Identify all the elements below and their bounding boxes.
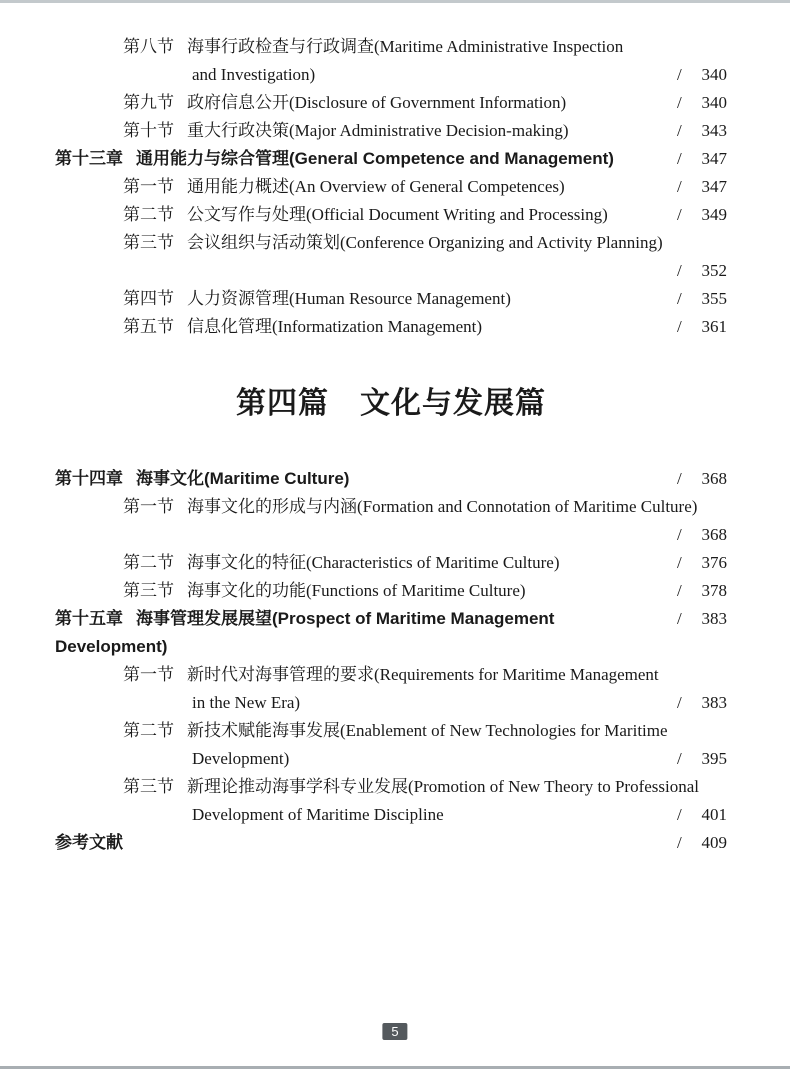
page-ref-slash: / (677, 289, 682, 308)
page-ref-number: 347 (701, 149, 727, 168)
page-number-badge: 5 (382, 1023, 407, 1040)
page-ref-slash: / (677, 833, 682, 852)
entry-number: 第二节 (123, 553, 174, 572)
page-ref (677, 465, 727, 493)
page-ref-number: 347 (701, 177, 727, 196)
entry-number: 第九节 (123, 93, 174, 112)
entry-text (123, 173, 669, 201)
page-ref-slash: / (677, 525, 682, 544)
entry-number: 第十四章 (55, 469, 123, 488)
toc-entry (55, 229, 727, 257)
entry-number: 第二节 (123, 205, 174, 224)
toc-entry (55, 285, 727, 313)
entry-number: 参考文献 (55, 833, 123, 852)
toc-entry (55, 465, 727, 493)
toc-entry (55, 493, 727, 521)
page-ref (677, 61, 727, 89)
page-ref (677, 173, 727, 201)
toc-entry-continuation (55, 257, 727, 285)
entry-number: 第一节 (123, 497, 174, 516)
entry-text (123, 773, 727, 801)
page-ref (677, 549, 727, 577)
page-ref (677, 285, 727, 313)
toc-entry (55, 577, 727, 605)
page-ref-slash: / (677, 177, 682, 196)
entry-title: 海事文化(Maritime Culture) (136, 469, 350, 488)
table-of-contents (0, 3, 790, 857)
entry-title: 政府信息公开(Disclosure of Government Information) (187, 93, 567, 112)
page-ref-slash: / (677, 317, 682, 336)
entry-number: 第一节 (123, 665, 174, 684)
toc-entry (55, 313, 727, 341)
page-ref-number: 401 (701, 805, 727, 824)
toc-entry (55, 89, 727, 117)
entry-text (123, 117, 669, 145)
entry-text (123, 549, 669, 577)
toc-entry-continuation (55, 61, 727, 89)
entry-title: 新技术赋能海事发展(Enablement of New Technologies for Maritime (187, 721, 668, 740)
entry-text (123, 577, 669, 605)
entry-number: 第一节 (123, 177, 174, 196)
entry-title: 海事行政检查与行政调查(Maritime Administrative Inspection (187, 37, 624, 56)
entry-title: 新时代对海事管理的要求(Requirements for Maritime Management (187, 665, 659, 684)
entry-number: 第十三章 (55, 149, 123, 168)
toc-entry (55, 145, 727, 173)
entry-title: 人力资源管理(Human Resource Management) (187, 289, 511, 308)
page-ref-slash: / (677, 469, 682, 488)
toc-entry-continuation (55, 521, 727, 549)
entry-title: 会议组织与活动策划(Conference Organizing and Activity Planning) (187, 233, 663, 252)
page-ref-number: 361 (701, 317, 727, 336)
page-ref-number: 343 (701, 121, 727, 140)
entry-number: 第三节 (123, 233, 174, 252)
entry-text: in the New Era) (192, 693, 301, 712)
page-ref-slash: / (677, 581, 682, 600)
entry-title: 信息化管理(Informatization Management) (187, 317, 483, 336)
toc-entry (55, 201, 727, 229)
toc-entry (55, 829, 727, 857)
entry-text: Development of Maritime Discipline (192, 805, 444, 824)
entry-title: 通用能力与综合管理(General Competence and Management) (136, 149, 614, 168)
page-ref-number: 395 (701, 749, 727, 768)
entry-text (123, 33, 727, 61)
page-ref-slash: / (677, 93, 682, 112)
toc-entry-continuation (55, 745, 727, 773)
entry-number: 第三节 (123, 777, 174, 796)
entry-text (55, 145, 669, 173)
page-ref (677, 257, 727, 285)
page-ref-number: 383 (701, 609, 727, 628)
entry-number: 第十节 (123, 121, 174, 140)
entry-text: Development) (192, 749, 290, 768)
page-ref-number: 340 (701, 93, 727, 112)
entry-number: 第三节 (123, 581, 174, 600)
page-ref (677, 745, 727, 773)
page-ref-slash: / (677, 693, 682, 712)
page-ref-slash: / (677, 261, 682, 280)
page-ref-number: 409 (701, 833, 727, 852)
entry-text (123, 717, 727, 745)
entry-text (123, 313, 669, 341)
entry-title: 重大行政决策(Major Administrative Decision-making) (187, 121, 569, 140)
entry-text (123, 285, 669, 313)
entry-text: and Investigation) (192, 65, 316, 84)
page-ref-slash: / (677, 149, 682, 168)
page-ref-slash: / (677, 553, 682, 572)
entry-title: 海事管理发展展望(Prospect of Maritime Management Development) (55, 609, 555, 656)
page-ref (677, 577, 727, 605)
page-ref-slash: / (677, 749, 682, 768)
entry-title: 公文写作与处理(Official Document Writing and Processing) (187, 205, 608, 224)
toc-entry (55, 173, 727, 201)
entry-text (123, 661, 727, 689)
page-ref-number: 376 (701, 553, 727, 572)
entry-number: 第四节 (123, 289, 174, 308)
entry-text (123, 89, 669, 117)
entry-title: 海事文化的形成与内涵(Formation and Connotation of Maritime Culture) (187, 497, 698, 516)
page-ref (677, 117, 727, 145)
toc-entry-continuation (55, 801, 727, 829)
toc-entry-continuation (55, 689, 727, 717)
page-ref-slash: / (677, 805, 682, 824)
toc-entry (55, 33, 727, 61)
page-ref-slash: / (677, 609, 682, 628)
page-ref (677, 829, 727, 857)
page-ref (677, 201, 727, 229)
toc-entry (55, 661, 727, 689)
toc-entry (55, 605, 727, 661)
entry-number: 第二节 (123, 721, 174, 740)
page-ref-number: 352 (701, 261, 727, 280)
page-ref-number: 368 (701, 525, 727, 544)
entry-number: 第五节 (123, 317, 174, 336)
page-ref (677, 145, 727, 173)
page-ref (677, 521, 727, 549)
page-ref-number: 340 (701, 65, 727, 84)
page-ref-slash: / (677, 65, 682, 84)
entry-text (123, 201, 669, 229)
page-ref (677, 605, 727, 633)
page-ref (677, 313, 727, 341)
page-ref-slash: / (677, 121, 682, 140)
entry-number: 第十五章 (55, 609, 123, 628)
page-ref-slash: / (677, 205, 682, 224)
page-ref-number: 368 (701, 469, 727, 488)
entry-text (123, 493, 727, 521)
page-ref (677, 89, 727, 117)
toc-entry (55, 549, 727, 577)
toc-entry (55, 717, 727, 745)
entry-number: 第八节 (123, 37, 174, 56)
entry-title: 海事文化的特征(Characteristics of Maritime Culture) (187, 553, 560, 572)
page-ref (677, 689, 727, 717)
page-ref-number: 378 (701, 581, 727, 600)
entry-text (123, 229, 727, 257)
page-ref-number: 383 (701, 693, 727, 712)
part-heading: 第四篇 文化与发展篇 (236, 387, 546, 420)
entry-text (55, 829, 669, 857)
entry-text (55, 605, 669, 661)
entry-title: 通用能力概述(An Overview of General Competences) (187, 177, 565, 196)
entry-title: 新理论推动海事学科专业发展(Promotion of New Theory to Professional (187, 777, 700, 796)
entry-title: 海事文化的功能(Functions of Maritime Culture) (187, 581, 526, 600)
toc-entry (55, 773, 727, 801)
page-ref-number: 349 (701, 205, 727, 224)
page-ref (677, 801, 727, 829)
entry-text (55, 465, 669, 493)
page-ref-number: 355 (701, 289, 727, 308)
toc-entry (55, 117, 727, 145)
